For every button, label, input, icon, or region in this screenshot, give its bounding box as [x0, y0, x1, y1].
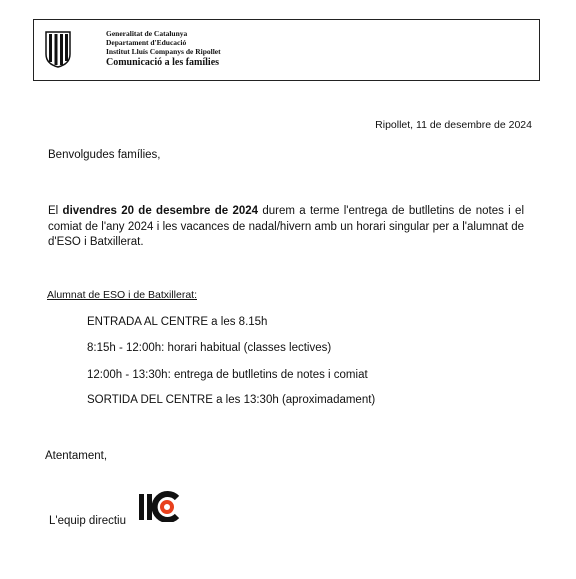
schedule-item-classes: 8:15h - 12:00h: horari habitual (classes lectives)	[87, 342, 332, 354]
sign-off: Atentament,	[45, 450, 108, 462]
school-logo-icon	[139, 488, 183, 522]
date-line: Ripollet, 11 de desembre de 2024	[375, 119, 532, 131]
schedule-item-entry: ENTRADA AL CENTRE a les 8.15h	[87, 316, 268, 328]
paragraph-date-bold: divendres 20 de desembre de 2024	[62, 205, 259, 217]
header-title: Comunicació a les famílies	[106, 57, 220, 68]
signature-team: L'equip directiu	[49, 515, 126, 527]
greeting: Benvolgudes famílies,	[48, 149, 161, 161]
header-line-3: Institut Lluís Companys de Ripollet	[106, 47, 221, 56]
paragraph-intro: El	[48, 205, 63, 217]
header-line-2: Departament d'Educació	[106, 38, 187, 47]
body-paragraph	[48, 204, 524, 251]
header-line-1: Generalitat de Catalunya	[106, 29, 188, 38]
section-title: Alumnat de ESO i de Batxillerat:	[47, 289, 197, 301]
schedule-item-reports: 12:00h - 13:30h: entrega de butlletins de notes i comiat	[87, 369, 368, 381]
paragraph-rest: durem a terme l'entrega de butlletins de notes i el comiat de l'any 2024 i les vacances de nadal/hivern amb un horari singular per a l'alumnat de d'ESO i Batxillerat.	[48, 205, 524, 248]
letterhead-text	[106, 29, 221, 69]
letterhead	[33, 19, 540, 81]
schedule-item-exit: SORTIDA DEL CENTRE a les 13:30h (aproximadament)	[87, 394, 376, 406]
catalan-crest-icon	[44, 30, 72, 68]
